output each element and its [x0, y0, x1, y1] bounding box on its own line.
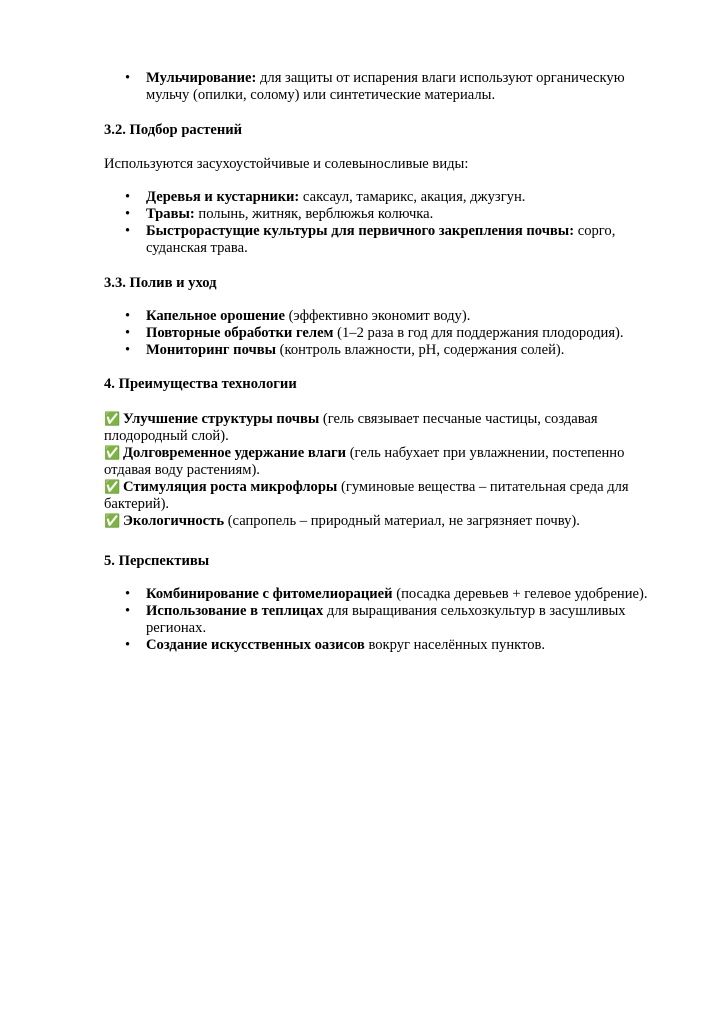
list-item — [104, 223, 664, 257]
item-bold: Использование в теплицах — [146, 603, 324, 619]
bullet: • — [125, 70, 131, 86]
section-heading-3-2: 3.2. Подбор растений — [104, 122, 243, 138]
advantage-item — [104, 445, 664, 479]
item-bold: Мульчирование: — [146, 70, 257, 86]
list-item — [104, 308, 664, 325]
bullet: • — [125, 637, 131, 653]
prospects-list — [104, 586, 664, 654]
item-bold: Стимуляция роста микрофлоры — [123, 479, 338, 495]
list-item — [104, 206, 664, 223]
item-text: вокруг населённых пунктов. — [364, 637, 546, 653]
list-item — [104, 189, 664, 206]
item-bold: Экологичность — [123, 513, 225, 529]
check-icon: ✅ — [104, 514, 121, 529]
item-text: для выращивания сельхозкультур в засушливых регионах. — [146, 603, 626, 636]
advantages-list — [104, 411, 664, 530]
item-text: сорго, суданская трава. — [146, 223, 616, 256]
item-bold: Травы: — [146, 206, 195, 222]
bullet: • — [125, 223, 131, 239]
list-item — [104, 637, 664, 654]
section-heading-3-3: 3.3. Полив и уход — [104, 275, 217, 291]
item-text: (сапропель – природный материал, не загрязняет почву). — [224, 513, 580, 529]
bullet: • — [125, 603, 131, 619]
bullet: • — [125, 325, 131, 341]
section-heading-4: 4. Преимущества технологии — [104, 376, 297, 392]
item-bold: Долговременное удержание влаги — [123, 445, 347, 461]
advantage-item — [104, 479, 664, 513]
intro-list — [104, 70, 664, 104]
watering-list — [104, 308, 664, 359]
list-item — [104, 342, 664, 359]
item-text: (гель набухает при увлажнении, постепенно отдавая воду растениям). — [104, 445, 625, 478]
list-item — [104, 586, 664, 603]
item-text: для защиты от испарения влаги используют органическую мульчу (опилки, солому) или синтетические материалы. — [146, 70, 625, 103]
list-item — [104, 603, 664, 637]
item-text: (контроль влажности, pH, содержания солей). — [276, 342, 565, 358]
item-bold: Комбинирование с фитомелиорацией — [146, 586, 393, 602]
item-text: (гель связывает песчаные частицы, создавая плодородный слой). — [104, 411, 598, 444]
item-bold: Деревья и кустарники: — [146, 189, 300, 205]
item-text: (посадка деревьев + гелевое удобрение). — [392, 586, 648, 602]
item-text: (гуминовые вещества – питательная среда для бактерий). — [104, 479, 629, 512]
bullet: • — [125, 206, 131, 222]
section-heading-5: 5. Перспективы — [104, 553, 210, 569]
plants-list — [104, 189, 664, 257]
advantage-item — [104, 513, 664, 530]
bullet: • — [125, 308, 131, 324]
item-text: саксаул, тамарикс, акация, джузгун. — [299, 189, 526, 205]
item-text: (эффективно экономит воду). — [284, 308, 471, 324]
advantage-item — [104, 411, 664, 445]
check-icon: ✅ — [104, 480, 121, 495]
item-text: полынь, житняк, верблюжья колючка. — [194, 206, 434, 222]
section-intro-3-2: Используются засухоустойчивые и солевыносливые виды: — [104, 156, 469, 172]
item-bold: Улучшение структуры почвы — [123, 411, 320, 427]
item-bold: Мониторинг почвы — [146, 342, 277, 358]
item-bold: Создание искусственных оазисов — [146, 637, 365, 653]
item-bold: Быстрорастущие культуры для первичного закрепления почвы: — [146, 223, 575, 239]
list-item — [104, 70, 664, 104]
check-icon: ✅ — [104, 412, 121, 427]
item-bold: Капельное орошение — [146, 308, 285, 324]
bullet: • — [125, 342, 131, 358]
check-icon: ✅ — [104, 446, 121, 461]
list-item — [104, 325, 664, 342]
bullet: • — [125, 586, 131, 602]
item-text: (1–2 раза в год для поддержания плодородия). — [333, 325, 624, 341]
item-bold: Повторные обработки гелем — [146, 325, 334, 341]
bullet: • — [125, 189, 131, 205]
